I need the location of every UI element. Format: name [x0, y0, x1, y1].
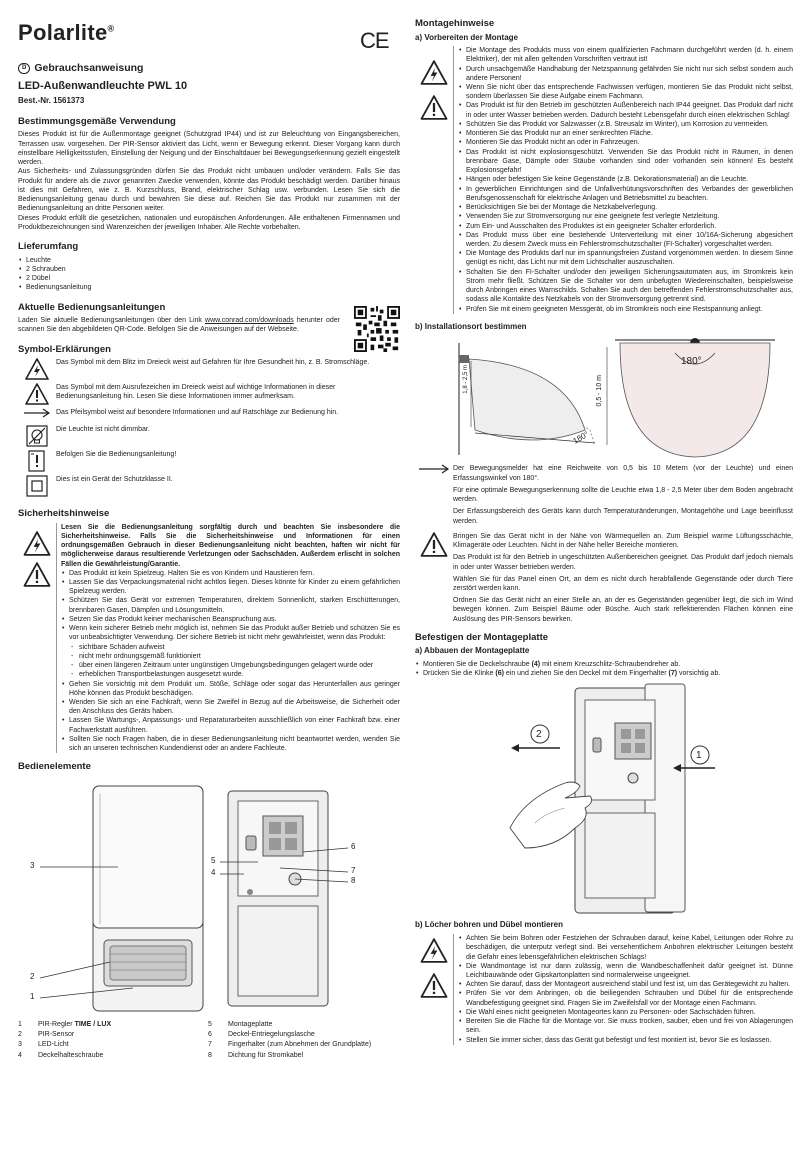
symbol-row: [18, 475, 400, 499]
part-label: Fingerhalter (zum Abnehmen der Grundplatte): [228, 1041, 372, 1049]
order-number: Best.-Nr. 1561373: [18, 96, 85, 106]
part-label: Montageplatte: [228, 1020, 273, 1028]
intended-use-paragraph: Dieses Produkt erfüllt die gesetzlichen, nationalen und europäischen Anforderungen. Alle enthaltenen Firmennamen und Produktbezeichnungen sind Warenzeichen der jeweiligen Inhaber. Alle Rechte vorbehalten.: [18, 214, 400, 231]
figure-step-label: 2: [536, 729, 542, 741]
callout-label: 3: [30, 860, 35, 870]
list-item: • Die Montage des Produkts darf nur im spannungsfreien Zustand vorgenommen werden. In diesem Sinne genügt es nicht, das Licht nur mit dem Lichtschalter auszuschalten.: [458, 249, 793, 267]
figure-step-label: 1: [696, 750, 702, 762]
list-item: • Lassen Sie das Verpackungsmaterial nicht achtlos liegen. Dieses könnte für Kinder zu einem gefährlichen Spielzeug werden.: [61, 578, 400, 596]
callout-label: 5: [211, 855, 216, 865]
symbol-text: Das Pfeilsymbol weist auf besondere Informationen und auf Ratschläge zur Bedienung hin.: [56, 409, 339, 417]
symbol-row: [18, 383, 400, 407]
list-item: • Leuchte: [18, 256, 400, 265]
symbol-row: [18, 408, 400, 424]
intended-use-heading: Bestimmungsgemäße Verwendung: [18, 115, 176, 127]
list-item: • Drücken Sie die Klinke (6) ein und ziehen Sie den Deckel mit dem Fingerhalter (7) vorsichtig ab.: [415, 669, 793, 678]
brand-logo: Polarlite®: [18, 20, 115, 45]
list-item: • Bedienungsanleitung: [18, 283, 400, 292]
angle-label: 180°: [681, 356, 702, 368]
list-item: • Schützen Sie das Gerät vor extremen Temperaturen, direktem Sonnenlicht, starken Erschütterungen, brennbaren Gasen, Dämpfen und Lösungsmitteln.: [61, 596, 400, 614]
list-item: • Das Produkt ist nicht explosionsgeschützt. Verwenden Sie das Produkt nicht in Räumen, in denen brennbare Gase, Dämpfe oder Stäube vorhanden sind oder vorhanden sein können! Es besteht Explosionsgefahr!: [458, 148, 793, 176]
list-item: • In gewerblichen Einrichtungen sind die Unfallverhütungsvorschriften des Verbandes der gewerblichen Berufsgenossenschaft für elektrische Anlagen und Betriebsmittel zu beachten.: [458, 185, 793, 203]
lightning-warning-icon: [420, 60, 448, 85]
list-item: • Wenden Sie sich an eine Fachkraft, wenn Sie Zweifel in Bezug auf die Arbeitsweise, die Sicherheit oder den Anschluss des Geräts haben.: [61, 698, 400, 716]
symbol-row: [18, 425, 400, 449]
qr-code-icon: [354, 306, 400, 352]
symbols-heading: Symbol-Erklärungen: [18, 343, 111, 355]
warning-text: Bringen Sie das Gerät nicht in der Nähe von Wärmequellen an. Zum Beispiel warme Lüftungsschächte, Klimageräte oder Leuchten. Nicht in der Nähe heller Bereiche montieren.: [453, 532, 793, 550]
scope-list: [18, 256, 400, 293]
drilling-list: [458, 934, 793, 1045]
list-item: • Durch unsachgemäße Handhabung der Netzspannung gefährden Sie nicht nur sich selbst sondern auch andere Personen!: [458, 65, 793, 83]
list-item: • Montieren Sie das Produkt nur an einer senkrechten Fläche.: [458, 129, 793, 138]
callout-label: 6: [351, 841, 356, 851]
document-type: D Gebrauchsanweisung: [18, 62, 400, 76]
list-item: • Wenn kein sicherer Betrieb mehr möglich ist, nehmen Sie das Produkt außer Betrieb und schützen Sie es vor unbeabsichtigter Verwendung. Der sichere Betrieb ist nicht mehr gewährleistet, wenn das Produkt:: [61, 624, 400, 642]
location-warning: [415, 532, 793, 624]
controls-heading: Bedienelemente: [18, 761, 91, 773]
part-label: Deckel-Entriegelungslasche: [228, 1031, 315, 1039]
symbol-text: Befolgen Sie die Bedienungsanleitung!: [56, 451, 177, 459]
fixing-heading: Befestigen der Montageplatte: [415, 631, 549, 643]
part-label: PIR-Sensor: [38, 1031, 75, 1039]
part-label: PIR-Regler TIME / LUX: [38, 1020, 112, 1028]
drilling-block: [415, 934, 793, 1045]
read-manual-icon: [26, 450, 48, 472]
range-text: Der Bewegungsmelder hat eine Reichweite von 0,5 bis 10 Metern (vor der Leuchte) und einen Erfassungswinkel von 180°.: [453, 465, 793, 482]
symbol-row: [18, 450, 400, 474]
mounting-heading: Montagehinweise: [415, 18, 495, 29]
list-item: • Das Produkt muss über eine bestehende Unterverteilung mit einer 10/16A-Sicherung abgesichert werden. Zu diesem Zweck muss ein Fehlerstromschutzschalter (FI-Schalter) vorgeschaltet werden.: [458, 231, 793, 249]
list-item: • Berücksichtigen Sie bei der Montage die Netzkabelverlegung.: [458, 203, 793, 212]
symbol-text: Dies ist ein Gerät der Schutzklasse II.: [56, 476, 173, 484]
list-item: • Lassen Sie Wartungs-, Anpassungs- und Reparaturarbeiten ausschließlich von einer Fachkraft bzw. einer Fachwerkstatt ausführen.: [61, 716, 400, 734]
lightning-warning-icon: [420, 938, 448, 963]
symbol-text: Das Symbol mit dem Ausrufezeichen im Dreieck weist auf wichtige Informationen in dieser Bedienungsanleitung hin. Lesen Sie diese Informationen immer aufmerksam.: [56, 384, 336, 401]
callout-label: 1: [30, 991, 35, 1001]
list-item: • Die Wahl eines nicht geeigneten Montageortes kann zu Personen- oder Sachschäden führen.: [458, 1008, 793, 1017]
protection-class-icon: [26, 475, 48, 497]
controls-figure: [18, 776, 400, 1016]
list-item: • Bereiten Sie die Fläche für die Montage vor. Sie muss trocken, sauber, eben und frei von Ablagerungen sein.: [458, 1017, 793, 1035]
fixing-list: [415, 660, 793, 678]
list-item: • Verwenden Sie zur Stromversorgung nur eine geeignete fest verlegte Netzleitung.: [458, 212, 793, 221]
warning-text: Wählen Sie für das Panel einen Ort, an dem es nicht durch herabfallende Gegenstände oder durch Tiere zerstört werden kann.: [453, 575, 793, 592]
list-item: - nicht mehr ordnungsgemäß funktioniert: [69, 652, 400, 661]
safety-sub-list: [69, 643, 400, 680]
list-item: - erheblichen Transportbelastungen ausgesetzt wurde.: [69, 670, 400, 679]
list-item: • Die Montage des Produkts muss von einem qualifizierten Fachmann durchgeführt werden (d. h. einem Elektriker), der mit allen geltenden Vorschriften vertraut ist!: [458, 46, 793, 64]
range-note: [415, 464, 793, 525]
exclamation-warning-icon: [25, 383, 49, 405]
list-item: - sichtbare Schäden aufweist: [69, 643, 400, 652]
ce-mark: CE: [360, 28, 389, 53]
range-text: Für eine optimale Bewegungserkennung sollte die Leuchte etwa 1,8 - 2,5 Meter über dem Boden angebracht werden.: [453, 486, 793, 504]
list-item: • Montieren Sie die Deckelschraube (4) mit einem Kreuzschlitz-Schraubendreher ab.: [415, 660, 793, 669]
callout-label: 2: [30, 971, 35, 981]
left-column: [18, 18, 400, 1060]
warning-text: Ordnen Sie das Gerät nicht an einer Stelle an, an der es Gegenständen gegenüber liegt, die sich im Wind bewegen können. Zum Beispiel Bäume oder Büsche. Auch stark reflektierenden Flächen können eine Auslösung des PIR-Sensors bewirken.: [453, 597, 793, 623]
exclamation-warning-icon: [420, 973, 448, 998]
list-item: • Montieren Sie das Produkt nicht an oder in Fahrzeugen.: [458, 138, 793, 147]
part-label: Deckelhalteschraube: [38, 1051, 104, 1059]
callout-label: 7: [351, 865, 356, 875]
parts-list: 1 PIR-Regler TIME / LUX 5 Montageplatte 2 PIR-Sensor 6 Deckel-Entriegelungslasche 3 LED-Licht 7 Fingerhalter (zum Abnehmen der Grundplatte) 4 Deckelhalteschraube 8 Dichtung für Stromkabel: [18, 1020, 400, 1060]
list-item: • Wenn Sie nicht über das entsprechende Fachwissen verfügen, montieren Sie das Produkt nicht selbst, sondern überlassen Sie diese Aufgabe einem Fachmann.: [458, 83, 793, 101]
right-column: [415, 18, 793, 1045]
list-item: • Schützen Sie das Produkt vor Salzwasser (z.B. Streusalz im Winter), um Korrosion zu vermeiden.: [458, 120, 793, 129]
mounting-block: [415, 46, 793, 314]
list-item: • Stellen Sie immer sicher, dass das Gerät gut befestigt und fest montiert ist, bevor Sie es loslassen.: [458, 1036, 793, 1045]
list-item: • Schalten Sie den FI-Schalter und/oder den jeweiligen Sicherungsautomaten aus, im Stromkreis kein Strom mehr fließt. Schützen Sie die Schalter vor dem unbefugten Wiedereinschalten, beispielsweise durch Anbringen eines Warnschilds. Schalten Sie auch den betreffenden Fehlerstromschutzschalter aus, sodass alle Kontakte des Netzkabels von der Stromversorgung getrennt sind.: [458, 268, 793, 305]
exclamation-warning-icon: [420, 532, 448, 557]
list-item: • Zum Ein- und Ausschalten des Produktes ist ein geeigneter Schalter erforderlich.: [458, 222, 793, 231]
part-label: Dichtung für Stromkabel: [228, 1051, 304, 1059]
range-text: Der Erfassungsbereich des Geräts kann durch Temperaturänderungen, Montagehöhe und Lage beeinflusst werden.: [453, 508, 793, 525]
product-title: LED-Außenwandleuchte PWL 10: [18, 79, 188, 92]
manuals-text: Laden Sie aktuelle Bedienungsanleitungen über den Link www.conrad.com/downloads herunter oder scannen Sie den abgebildeten QR-Code. Befolgen Sie die Anweisungen auf der Webseite.: [18, 317, 340, 334]
list-item: • Die Wandmontage ist nur dann zulässig, wenn die Wandbeschaffenheit dafür geeignet ist. Dünne Leichtbauwände oder Gipskartonplatten sind normalerweise ungeeignet.: [458, 962, 793, 980]
list-item: • Sollten Sie noch Fragen haben, die in dieser Bedienungsanleitung nicht beantwortet werden, wenden Sie sich an unseren technischen Kundendienst oder an andere Fachleute.: [61, 735, 400, 753]
safety-heading: Sicherheitshinweise: [18, 508, 110, 520]
downloads-link[interactable]: www.conrad.com/downloads: [205, 317, 294, 325]
not-dimmable-icon: [26, 425, 48, 447]
list-item: • Achten Sie darauf, dass der Montageort ausreichend stabil und fest ist, um das Gerätegewicht zu halten.: [458, 980, 793, 989]
intended-use-paragraph: Aus Sicherheits- und Zulassungsgründen dürfen Sie das Produkt nicht umbauen und/oder verändern. Falls Sie das Produkt für andere als die zuvor genannten Zwecke verwenden, könnte das Produkt beschädigt werden. Darüber hinaus ist dies mit Gefahren, wie z. B. Kurzschluss, Brand, elektrischer Schlag usw. verbunden. Lesen Sie sich die Bedienungsanleitung genau durch und bewahren Sie diese auf. Reichen Sie das Produkt nur zusammen mit der Bedienungsanleitung an dritte Personen weiter.: [18, 168, 400, 213]
list-item: • Prüfen Sie mit einem geeigneten Messgerät, ob im Stromkreis noch eine Restspannung anliegt.: [458, 305, 793, 314]
list-item: • Das Produkt ist kein Spielzeug. Halten Sie es von Kindern und Haustieren fern.: [61, 569, 400, 578]
list-item: • Gehen Sie vorsichtig mit dem Produkt um. Stöße, Schläge oder sogar das Herunterfallen aus geringer Höhe können das Produkt beschädigen.: [61, 680, 400, 698]
drilling-sub-heading: b) Löcher bohren und Dübel montieren: [415, 920, 563, 930]
mounting-sub-heading: a) Vorbereiten der Montage: [415, 32, 518, 42]
list-item: • Setzen Sie das Produkt keiner mechanischen Beanspruchung aus.: [61, 615, 400, 624]
safety-list: [61, 569, 400, 643]
list-item: • Prüfen Sie vor dem Anbringen, ob die beiliegenden Schrauben und Dübel für die entsprechende Wandbefestigung geeignet sind. Fragen Sie im Zweifelsfall vor der Montage einen Fachmann.: [458, 989, 793, 1007]
language-badge: D: [18, 63, 30, 74]
lightning-warning-icon: [25, 358, 49, 380]
manuals-section: [18, 302, 400, 335]
list-item: • Das Produkt ist für den Betrieb im geschützten Außenbereich nach IP44 geeignet. Das Produkt darf nicht in oder unter Wasser betrieben werden. Dadurch besteht Lebensgefahr durch einen elektrischen Schlag!: [458, 101, 793, 119]
brand-row: [18, 18, 400, 54]
symbol-text: Das Symbol mit dem Blitz im Dreieck weist auf Gefahren für Ihre Gesundheit hin, z. B. Stromschläge.: [56, 359, 370, 367]
opening-figure: [415, 678, 793, 918]
height-label: 1,8 - 2,5 m: [463, 365, 469, 395]
safety-intro: Lesen Sie die Bedienungsanleitung sorgfältig durch und beachten Sie insbesondere die Sicherheitshinweise. Falls Sie die Sicherheitshinweise und Informationen für einen ordnungsgemäßen Gebrauch in dieser Bedienungsanleitung nicht beachten, haften wir nicht für möglicherweise daraus resultierende Verletzungen oder Sachschäden. Außerdem erlischt in solchen Fällen die Gewährleistung/Garantie.: [61, 523, 400, 568]
callout-label: 8: [351, 875, 356, 885]
arrow-right-icon: [23, 408, 51, 418]
manuals-heading: Aktuelle Bedienungsanleitungen: [18, 301, 166, 313]
installation-sub-heading: b) Installationsort bestimmen: [415, 321, 527, 331]
detection-diagram: [415, 335, 793, 460]
symbol-row: [18, 358, 400, 382]
scope-heading: Lieferumfang: [18, 241, 79, 253]
list-item: - über einen längeren Zeitraum unter ungünstigen Umgebungsbedingungen gelagert wurde oder: [69, 661, 400, 670]
symbol-text: Die Leuchte ist nicht dimmbar.: [56, 426, 150, 434]
safety-list: [61, 680, 400, 754]
list-item: • 2 Schrauben: [18, 265, 400, 274]
intended-use-paragraph: Dieses Produkt ist für die Außenmontage geeignet (Schutzgrad IP44) und ist zur Beleuchtung von Eingangsbereichen, Terrassen usw. vorgesehen. Der PIR-Sensor aktiviert das Licht, wenn er Bewegung erkennt. Dieser Vorgang kann durch einstellbare Helligkeitsstufen, Einstellung der Neigung und der Einschaltdauer bei Bewegungserkennung gezielt eingestellt werden.: [18, 131, 400, 167]
callout-label: 4: [211, 867, 216, 877]
product-illustration: [18, 776, 400, 1016]
lightning-warning-icon: [23, 531, 51, 556]
exclamation-warning-icon: [420, 95, 448, 120]
list-item: • 2 Dübel: [18, 274, 400, 283]
safety-block: [18, 523, 400, 754]
list-item: • Achten Sie beim Bohren oder Festziehen der Schrauben darauf, keine Kabel, Leitungen oder Rohre zu beschädigen, die unterputz verlegt sind. Bei versehentlichem Anbohren elektrischer Leitungen besteht die Gefahr eines lebensgefährlichen elektrischen Schlags!: [458, 934, 793, 962]
exclamation-warning-icon: [23, 562, 51, 587]
mounting-list: [458, 46, 793, 314]
fixing-sub-heading: a) Abbauen der Montageplatte: [415, 646, 530, 656]
cover-removal-illustration: [415, 678, 793, 918]
arrow-right-icon: [418, 464, 450, 474]
range-label: 0,5 - 10 m: [596, 375, 603, 407]
angle-label: 180°: [571, 429, 591, 447]
list-item: • Hängen oder befestigen Sie keine Gegenstände (z.B. Dekorationsmaterial) an die Leuchte.: [458, 175, 793, 184]
warning-text: Das Produkt ist für den Betrieb in ungeschützten Außenbereichen geeignet. Das Produkt darf jedoch niemals in oder unter Wasser betrieben werden.: [453, 554, 793, 571]
part-label: LED-Licht: [38, 1041, 69, 1049]
